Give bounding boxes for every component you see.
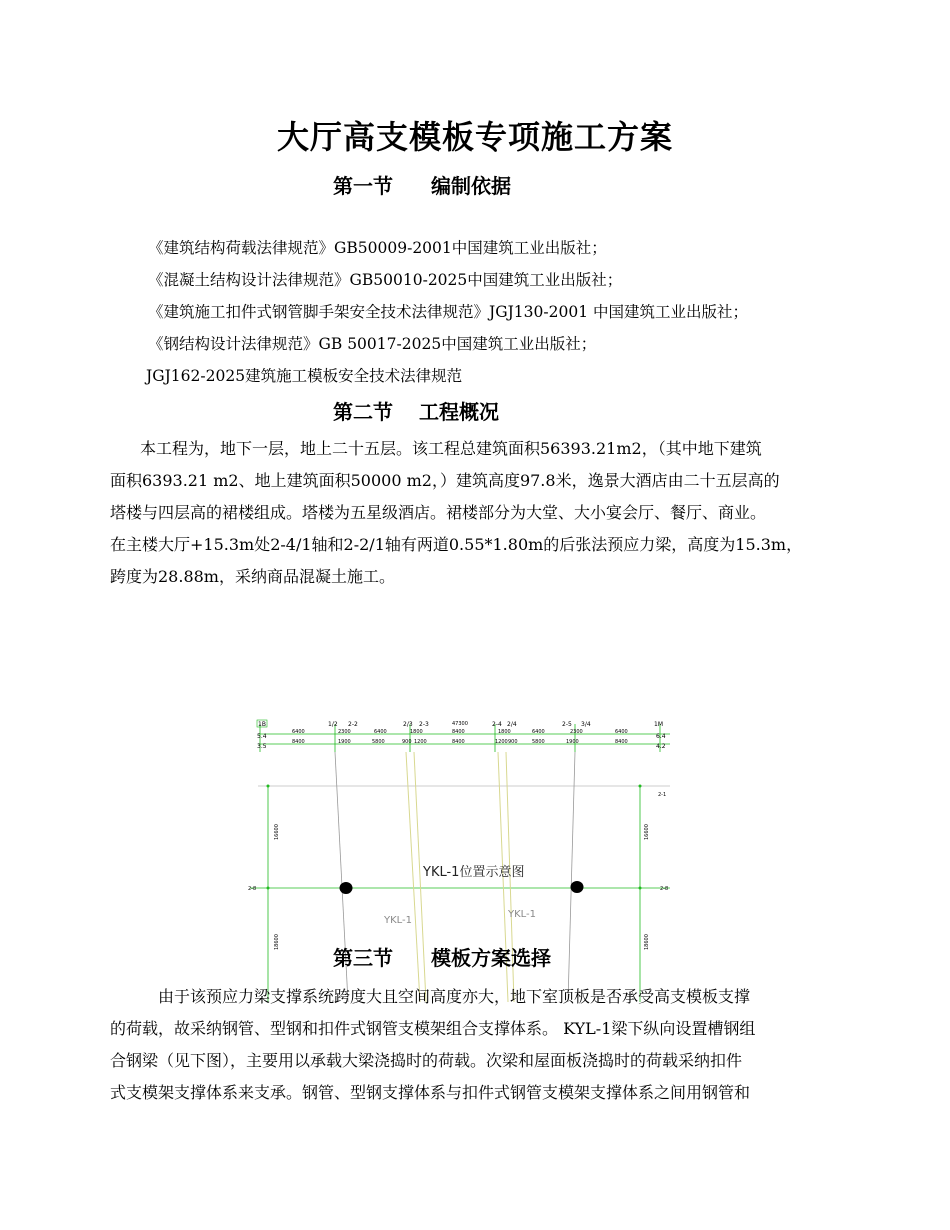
- overview-line: 在主楼大厅+15.3m处2-4/1轴和2-2/1轴有两道0.55*1.80m的后张法预应力梁，高度为15.3m，: [110, 535, 803, 554]
- dim-label: 1200: [414, 739, 427, 745]
- vertical-dim-label: 18600: [274, 934, 280, 950]
- axis-tag: 3/4: [581, 721, 591, 728]
- overview-line: 跨度为28.88m，采纳商品混凝土施工。: [110, 567, 395, 586]
- dim-label: 6400: [374, 729, 387, 735]
- axis-tag: 6.4: [656, 733, 666, 740]
- dim-label: 5800: [372, 739, 385, 745]
- dim-label: 1200: [495, 739, 508, 745]
- dim-label: 6400: [292, 729, 305, 735]
- section-2-title: 工程概况: [419, 400, 499, 424]
- dim-label: 900: [508, 739, 518, 745]
- reference-item: 《混凝土结构设计法律规范》GB50010-2025中国建筑工业出版社；: [148, 271, 623, 289]
- document-title: 大厅高支模板专项施工方案: [276, 118, 673, 156]
- section-2-label: 第二节: [333, 400, 393, 424]
- beam-label-right: YKL-1: [508, 909, 537, 920]
- dim-label: 6400: [532, 729, 545, 735]
- vertical-dimension-labels: [274, 824, 650, 950]
- vertical-dim-label: 16600: [644, 824, 650, 840]
- axis-tag: 1/2: [328, 721, 338, 728]
- axis-tag: 2-2: [348, 721, 358, 728]
- axis-tag: 5.4: [257, 733, 267, 740]
- dim-label: 1800: [410, 729, 423, 735]
- axis-tag: 3.5: [257, 743, 267, 750]
- axis-tag: 2-3: [419, 721, 429, 728]
- dim-label: 6400: [615, 729, 628, 735]
- dim-label: 1800: [498, 729, 511, 735]
- grid-node: [639, 887, 642, 890]
- reference-item: 《钢结构设计法律规范》GB 50017-2025中国建筑工业出版社；: [148, 335, 597, 353]
- axis-tag: 2/4: [507, 721, 517, 728]
- overview-line: 面积6393.21 m2、地上建筑面积50000 m2，）建筑高度97.8米，逸景大酒店由二十五层高的: [110, 471, 780, 490]
- vertical-dim-label: 18600: [644, 934, 650, 950]
- dim-total: 47300: [452, 721, 468, 727]
- vertical-dim-label: 16600: [274, 824, 280, 840]
- diagram-caption: YKL-1位置示意图: [423, 865, 525, 880]
- reference-item: JGJ162-2025建筑施工模板安全技术法律规范: [146, 367, 463, 385]
- dim-label: 8400: [452, 739, 465, 745]
- axis-tag: 1M: [654, 721, 663, 728]
- dim-label: 8400: [452, 729, 465, 735]
- axis-tag: 2-5: [562, 721, 572, 728]
- overview-line: 塔楼与四层高的裙楼组成。塔楼为五星级酒店。裙楼部分为大堂、大小宴会厅、餐厅、商业。: [110, 503, 767, 522]
- dim-label: 1900: [338, 739, 351, 745]
- side-tag: 2-8: [660, 886, 669, 892]
- scheme-line: 的荷载，故采纳钢管、型钢和扣件式钢管支模架组合支撑体系。 KYL-1梁下纵向设置槽钢组: [110, 1019, 756, 1038]
- axis-tag: 2/3: [403, 721, 413, 728]
- section-3-heading: [333, 942, 551, 971]
- section-1-title: 编制依据: [431, 174, 511, 198]
- overview-line: 本工程为，地下一层，地上二十五层。该工程总建筑面积56393.21m2，（其中地下建筑: [140, 439, 762, 458]
- side-tag: 2-8: [248, 886, 257, 892]
- section-1-heading: [333, 170, 511, 199]
- dim-label: 1900: [566, 739, 579, 745]
- dim-label: 5800: [532, 739, 545, 745]
- dim-label: 900: [402, 739, 412, 745]
- axis-tag: 2-4: [492, 721, 502, 728]
- column-marker-right: [571, 881, 584, 893]
- dim-label: 8400: [615, 739, 628, 745]
- grid-node: [639, 785, 642, 788]
- axis-tag: 4.2: [656, 743, 666, 750]
- axis-tag: 1B: [258, 721, 266, 728]
- scheme-line: 由于该预应力梁支撑系统跨度大且空间高度亦大，地下室顶板是否承受高支模板支撑: [158, 987, 751, 1006]
- scheme-line: 式支模架支撑体系来支承。钢管、型钢支撑体系与扣件式钢管支模架支撑体系之间用钢管和: [110, 1083, 751, 1102]
- scheme-line: 合钢梁（见下图），主要用以承载大梁浇捣时的荷载。次梁和屋面板浇捣时的荷载采纳扣件: [110, 1051, 743, 1070]
- section-3-label: 第三节: [333, 946, 393, 970]
- column-line: [568, 752, 575, 1002]
- dim-label: 2300: [338, 729, 351, 735]
- reference-item: 《建筑施工扣件式钢管脚手架安全技术法律规范》JGJ130-2001 中国建筑工业出版社；: [148, 303, 749, 321]
- section-2-heading: [333, 396, 499, 425]
- dim-label: 2300: [570, 729, 583, 735]
- grid-node: [267, 887, 270, 890]
- section-1-label: 第一节: [333, 174, 393, 198]
- dim-label: 8400: [292, 739, 305, 745]
- column-marker-left: [340, 882, 353, 894]
- reference-item: 《建筑结构荷载法律规范》GB50009-2001中国建筑工业出版社；: [148, 239, 607, 257]
- beam-label-left: YKL-1: [384, 915, 413, 926]
- section-3-title: 模板方案选择: [431, 946, 551, 970]
- grid-node: [267, 785, 270, 788]
- side-tag: 2-1: [658, 792, 667, 798]
